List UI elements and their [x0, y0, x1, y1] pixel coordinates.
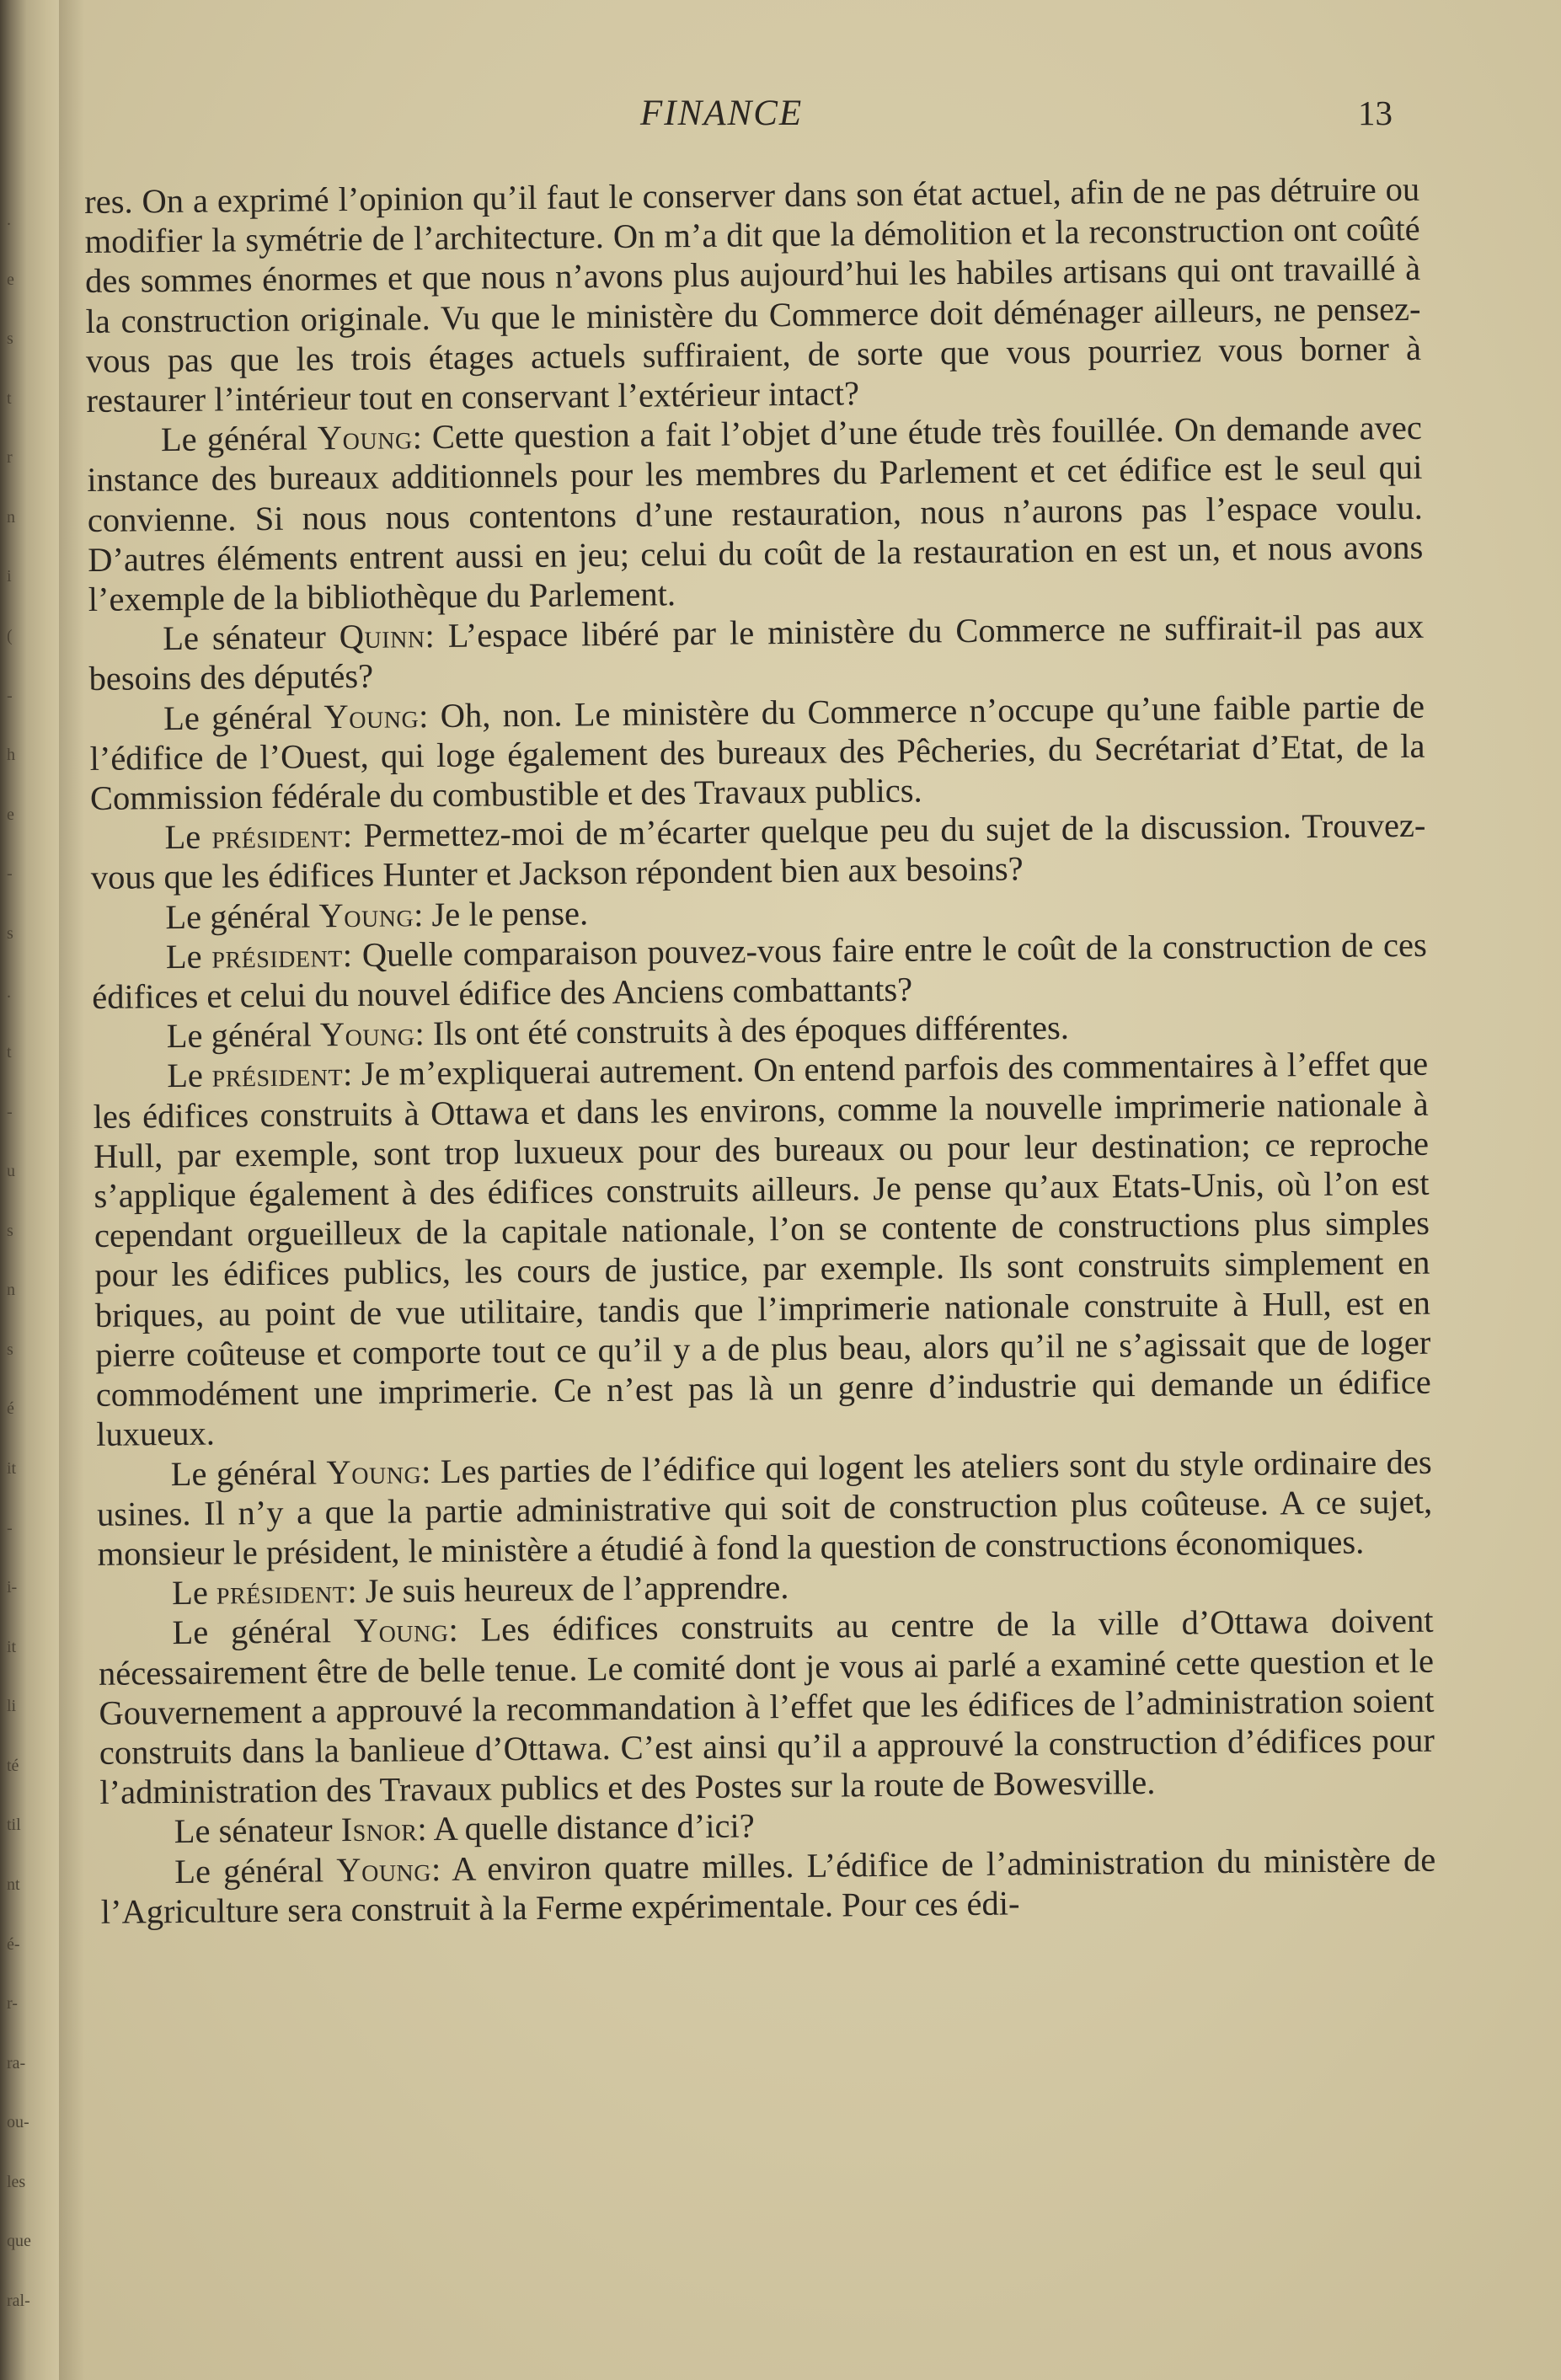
facing-page-fragments	[2, 0, 57, 2380]
speaker-colon: :	[342, 816, 364, 855]
speaker-name: président	[211, 816, 344, 856]
speaker-title: Le sénateur	[174, 1810, 341, 1851]
speaker-name: Young	[318, 895, 414, 935]
speaker-name: Young	[317, 418, 413, 457]
margin-fragment: les	[7, 2172, 26, 2191]
running-head: FINANCE	[640, 94, 804, 133]
margin-fragment: ra-	[7, 2053, 26, 2072]
margin-fragment: it	[7, 1459, 17, 1478]
margin-fragment: é-	[7, 1934, 20, 1954]
speaker-name: président	[211, 1055, 344, 1095]
speaker-name: Young	[323, 696, 420, 735]
margin-fragment: -	[7, 1102, 13, 1121]
speaker-paragraph	[88, 607, 1425, 699]
speaker-colon: :	[430, 1849, 452, 1888]
body-text	[84, 169, 1436, 1932]
speaker-title: Le général	[165, 896, 319, 936]
margin-fragment: e	[7, 805, 14, 824]
speaker-paragraph	[89, 686, 1425, 818]
speaker-name: président	[216, 1572, 348, 1612]
speaker-title: Le sénateur	[162, 618, 340, 658]
speaker-paragraph	[98, 1601, 1435, 1812]
margin-fragment: h	[7, 746, 15, 765]
margin-fragment: ral-	[7, 2292, 30, 2310]
paragraph-text: Je m’expliquerai autrement. On entend parfois des commentaires à l’effet que les édifices construits à Ottawa et dans les environs, comme la nouvelle imprimerie nationale à Hull, par exemple, sont trop luxueux pour des bureaux ou pour leur destination; ce reproche s’applique également à des édifices construits ailleurs. Je pense qu’aux Etats-Unis, où l’on est cependant orgueilleux de la capitale nationale, l’on se contente de constructions plus simples pour les édifices publics, les cours de justice, par exemple. Ils sont construits simplement en briques, au point de vue utilitaire, tandis que l’imprimerie nationale construite à Hull, est en pierre coûteuse et comporte tout ce qu’il y a de plus beau, alors qu’il ne s’agissait que de loger commodément une imprimerie. Ce n’est pas là un genre d’industrie qui demande un édifice luxueux.	[93, 1045, 1431, 1454]
speaker-paragraph	[93, 1044, 1431, 1454]
paragraph-text: Ils ont été construits à des époques différentes.	[432, 1008, 1070, 1053]
margin-fragment: u	[7, 1162, 15, 1181]
speaker-colon: :	[420, 1452, 441, 1490]
margin-fragment: s	[7, 329, 13, 349]
speaker-colon: :	[342, 1055, 362, 1094]
speaker-title: Le général	[172, 1612, 355, 1652]
speaker-title: Le	[171, 1573, 217, 1613]
margin-fragment: e	[7, 270, 14, 289]
margin-fragment: é	[7, 1399, 14, 1419]
speaker-name: Young	[326, 1452, 422, 1491]
margin-fragment: té	[7, 1756, 19, 1775]
speaker-name: Young	[319, 1014, 415, 1054]
speaker-title: Le	[164, 817, 212, 857]
paragraph-text: Les édifices construits au centre de la ville d’Ottawa doivent nécessairement être de belle tenue. Le comité dont je vous ai parlé a examiné cette question et le Gouvernement a approuvé la recommandation à l’effet que les édifices de l’administration soient construits dans la banlieue d’Ottawa. C’est ainsi qu’il a approuvé la construction d’édifices pour l’administration des Travaux publics et des Postes sur la route de Bowesville.	[98, 1602, 1435, 1812]
speaker-colon: :	[417, 1810, 434, 1848]
speaker-colon: :	[418, 696, 441, 735]
margin-fragment: i-	[7, 1578, 18, 1597]
speaker-paragraph	[90, 805, 1426, 898]
speaker-colon: :	[425, 617, 448, 655]
paragraph-text: A environ quatre milles. L’édifice de l’administration du ministère de l’Agriculture sera construit à la Ferme expérimentale. Pour ces édi-	[100, 1840, 1436, 1931]
margin-fragment: n	[7, 507, 15, 527]
speaker-title: Le	[166, 1056, 212, 1095]
margin-fragment: ou-	[7, 2113, 29, 2132]
margin-fragment: n	[7, 1281, 15, 1300]
margin-fragment: (	[7, 627, 13, 645]
paragraph-text: Quelle comparaison pouvez-vous faire entre le coût de la construction de ces édifices et celui du nouvel édifice des Anciens combattants?	[92, 925, 1427, 1017]
margin-fragment: .	[7, 983, 11, 1003]
speaker-name: Quinn	[339, 617, 425, 656]
continuation-paragraph	[84, 169, 1422, 420]
speaker-paragraph	[92, 925, 1428, 1018]
speaker-title: Le	[165, 937, 212, 976]
margin-fragment: t	[7, 1043, 12, 1062]
speaker-title: Le général	[163, 697, 324, 737]
margin-fragment: it	[7, 1637, 17, 1656]
paragraph-text: Les parties de l’édifice qui logent les ateliers sont du style ordinaire des usines. Il n’y a que la partie administrative qui soit de construction plus coûteuse. A ce sujet, monsieur le président, le ministère a étudié à fond la question de constructions économiques.	[96, 1442, 1433, 1573]
speaker-title: Le général	[170, 1452, 327, 1493]
speaker-colon: :	[342, 935, 363, 974]
speaker-colon: :	[448, 1610, 481, 1650]
margin-fragment: r-	[7, 1994, 18, 2014]
margin-fragment: s	[7, 923, 13, 943]
speaker-colon: :	[347, 1571, 366, 1611]
speaker-title: Le général	[160, 419, 318, 459]
paragraph-text: res. On a exprimé l’opinion qu’il faut le conserver dans son état actuel, afin de ne pas détruire ou modifier la symétrie de l’architecture. On m’a dit que la démolition et la reconstruction ont coûté des sommes énormes et que nous n’avons plus aujourd’hui les habiles artisans qui ont travaillé à la construction originale. Vu que le ministère du Commerce doit déménager ailleurs, ne pensez-vous pas que les trois étages actuels suffiraient, de sorte que vous pourriez vous borner à restaurer l’intérieur tout en conservant l’extérieur intact?	[84, 169, 1422, 420]
paragraph-text: A quelle distance d’ici?	[433, 1806, 755, 1848]
speaker-colon: :	[414, 1014, 434, 1053]
speaker-title: Le général	[166, 1015, 321, 1056]
margin-fragment: t	[7, 388, 12, 408]
margin-fragment: i	[7, 567, 12, 586]
speaker-name: Isnor	[340, 1810, 418, 1849]
paragraph-text: Oh, non. Le ministère du Commerce n’occupe qu’une faible partie de l’édifice de l’Ouest, qui loge également des bureaux des Pêcheries, du Secrétariat d’Etat, de la Commission fédérale du combustible et des Travaux publics.	[89, 687, 1425, 818]
margin-fragment: r	[7, 448, 13, 468]
margin-fragment: .	[7, 211, 11, 229]
margin-fragment: s	[7, 1221, 13, 1240]
paragraph-text: Cette question a fait l’objet d’une étude très fouillée. On demande avec instance des bureaux additionnels pour les membres du Parlement et cet édifice est le seul qui convienne. Si nous nous contentons d’une restauration, nous n’aurons pas l’espace voulu. D’autres éléments entrent aussi en jeu; celui du coût de la restauration en est un, et nous avons l’exemple de la bibliothèque du Parlement.	[87, 408, 1424, 619]
speaker-paragraph	[96, 1441, 1432, 1574]
speaker-colon: :	[412, 418, 433, 457]
margin-fragment: til	[7, 1816, 21, 1835]
speaker-name: Young	[353, 1611, 449, 1650]
paragraph-text: Je suis heureux de l’apprendre.	[365, 1568, 789, 1610]
margin-fragment: -	[7, 686, 13, 705]
margin-fragment: nt	[7, 1875, 20, 1894]
margin-fragment: que	[7, 2232, 31, 2251]
page-header	[0, 93, 1561, 143]
page-number: 13	[1358, 94, 1393, 132]
paragraph-text: L’espace libéré par le ministère du Commerce ne suffirait-il pas aux besoins des députés?	[88, 607, 1425, 698]
margin-fragment: s	[7, 1340, 13, 1359]
speaker-paragraph	[100, 1839, 1436, 1932]
gutter-shadow	[59, 0, 84, 2380]
speaker-name: Young	[336, 1849, 432, 1889]
speaker-colon: :	[413, 895, 432, 933]
paragraph-text: Permettez-moi de m’écarter quelque peu du sujet de la discussion. Trouvez-vous que les édifices Hunter et Jackson répondent bien aux besoins?	[90, 806, 1426, 897]
margin-fragment: -	[7, 864, 13, 884]
paragraph-text: Je le pense.	[431, 893, 589, 933]
margin-fragment: -	[7, 1518, 13, 1538]
speaker-paragraph	[87, 408, 1424, 619]
speaker-title: Le général	[174, 1850, 337, 1891]
speaker-name: président	[211, 935, 344, 976]
margin-fragment: li	[7, 1697, 17, 1716]
